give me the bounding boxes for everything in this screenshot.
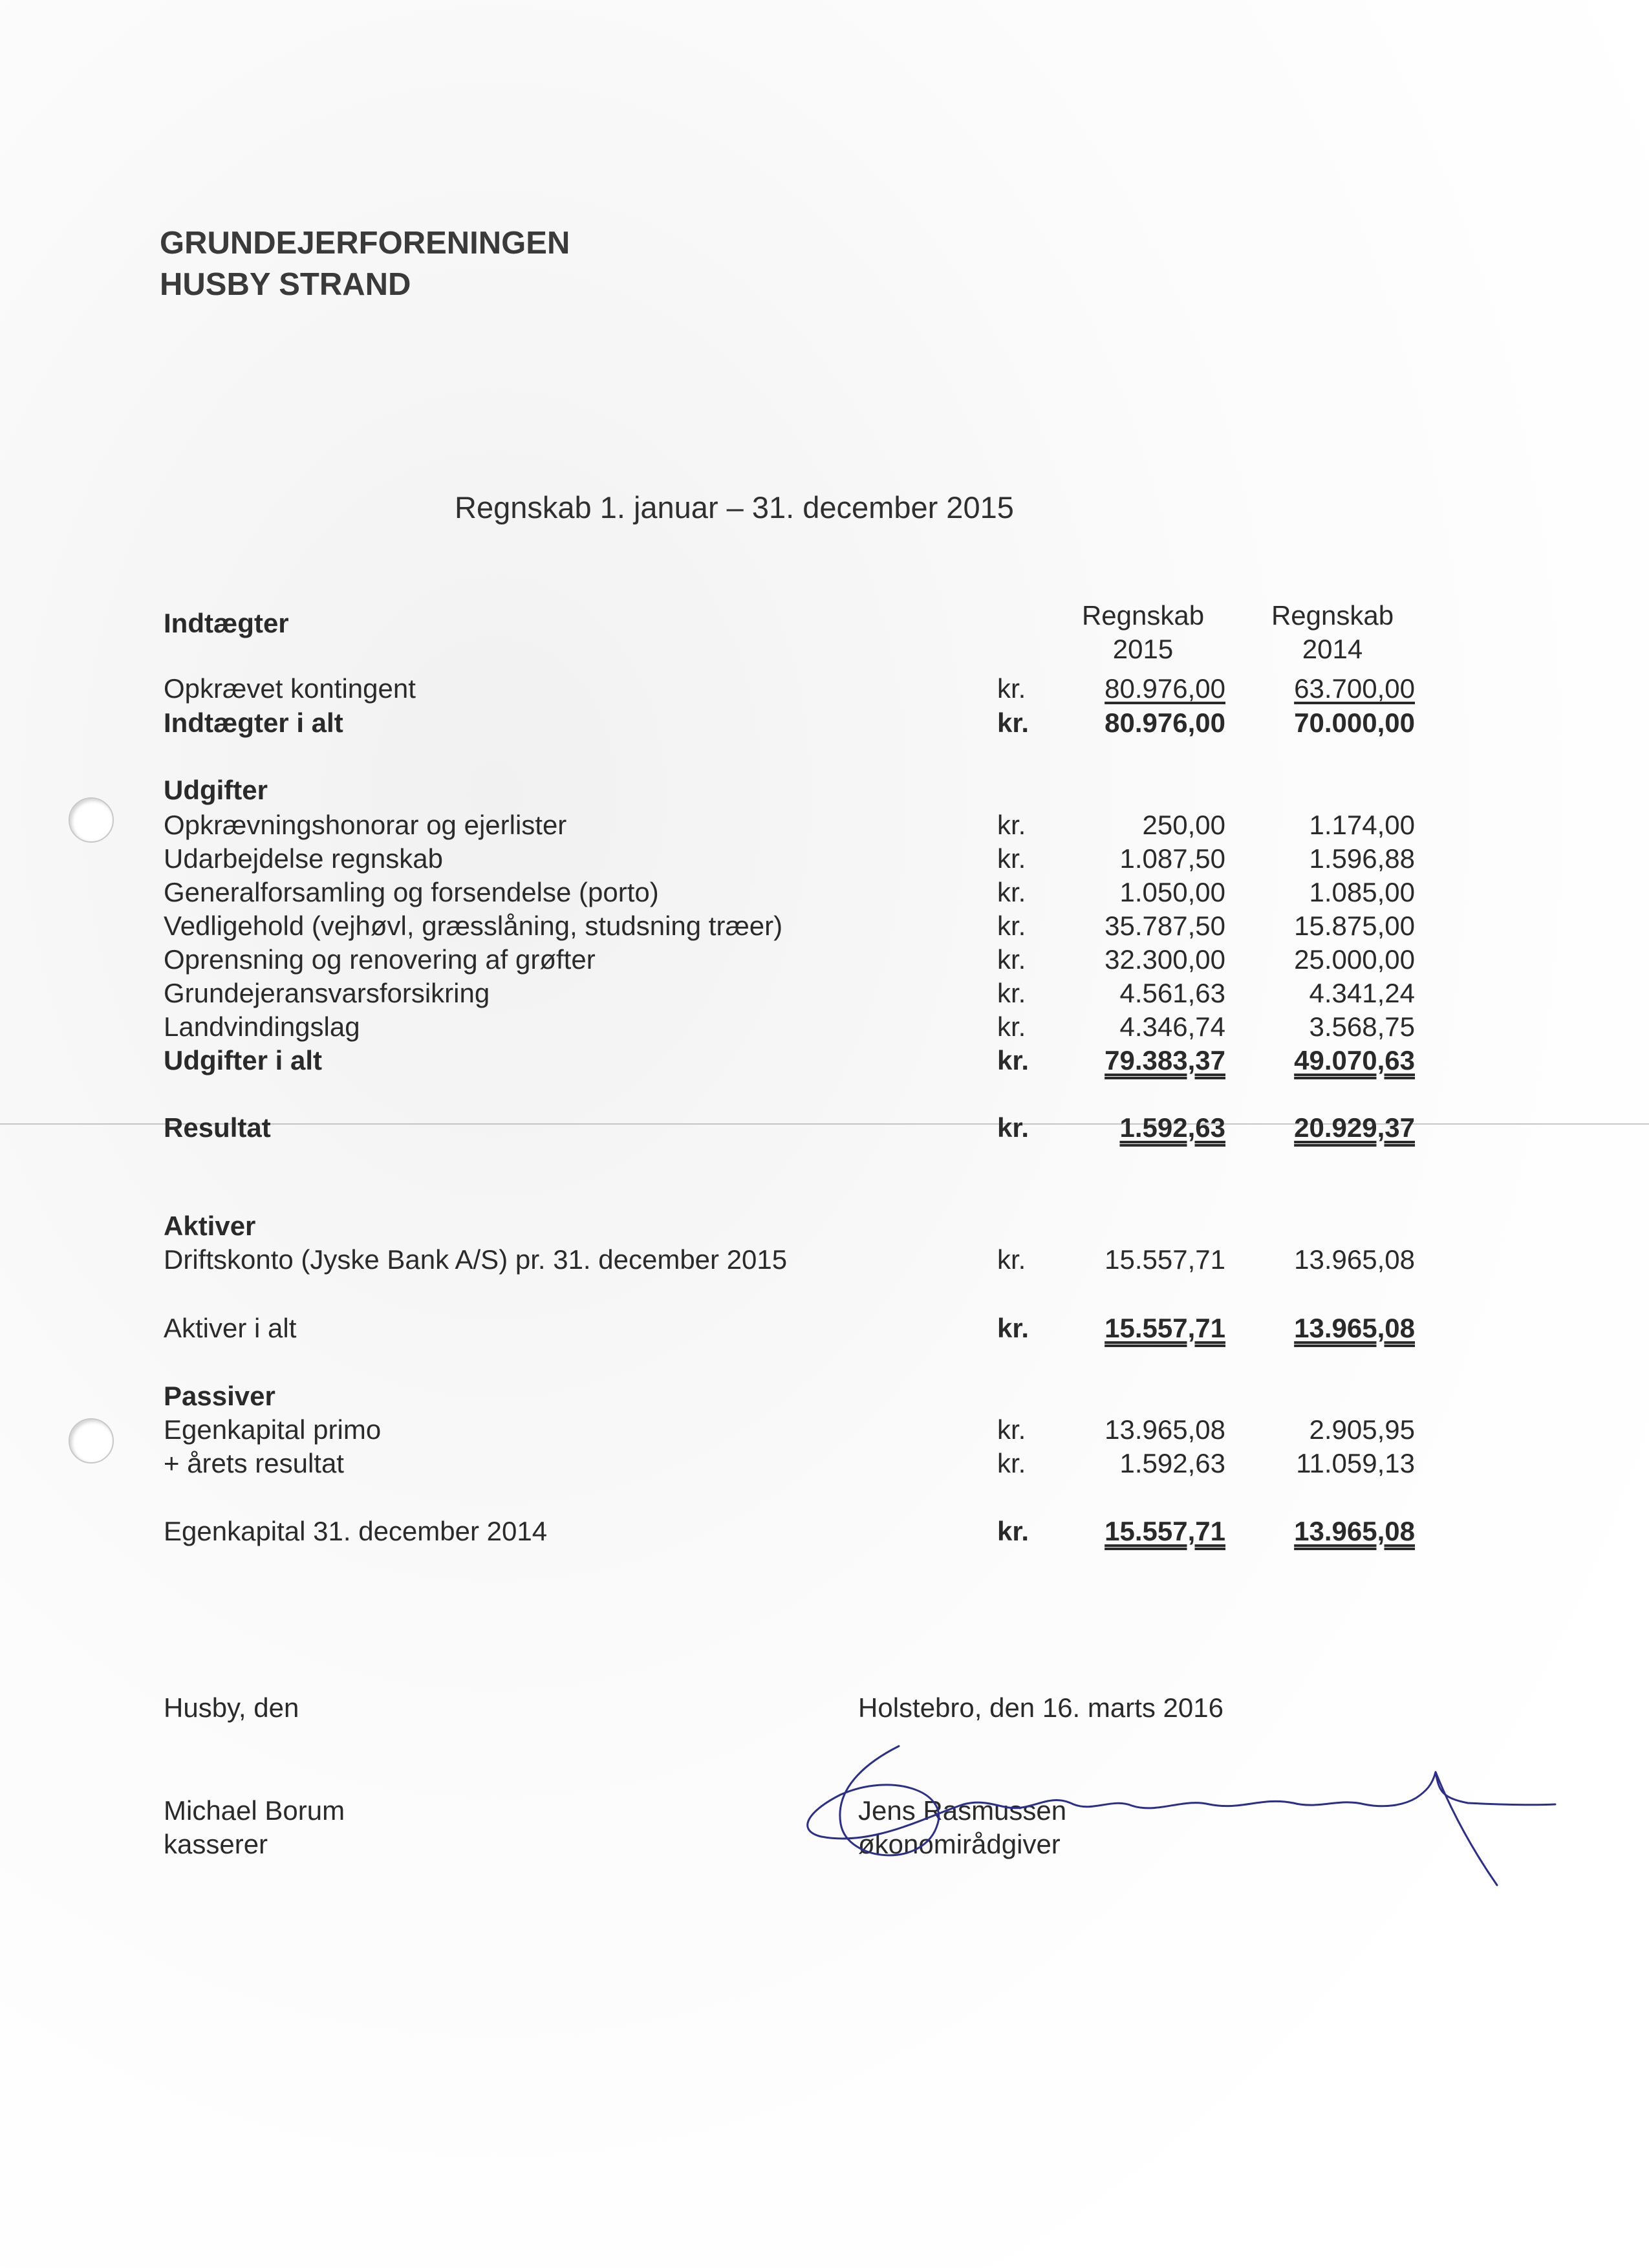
expense-row-2014: 1.174,00 [1309,810,1415,840]
organization-name [160,222,570,305]
right-signer-name: Jens Rasmussen [858,1795,1067,1826]
expense-row-2014: 15.875,00 [1294,911,1415,941]
column-header-2015 [1061,599,1225,666]
currency-label: kr. [997,843,1026,874]
organization-line1: GRUNDEJERFORENINGEN [160,226,570,261]
equity-total-label: Egenkapital 31. december 2014 [164,1516,548,1546]
column-header-2015-label: Regnskab [1081,600,1205,631]
right-place-date: Holstebro, den 16. marts 2016 [858,1692,1223,1723]
expense-row-label: Oprensning og renovering af grøfter [164,944,596,975]
liabilities-row-2015: 1.592,63 [1119,1448,1225,1478]
income-heading: Indtægter [164,608,289,638]
assets-total-2014: 13.965,08 [1294,1313,1415,1343]
currency-label: kr. [997,810,1026,840]
currency-label: kr. [997,944,1026,975]
currency-label: kr. [997,673,1026,704]
column-header-2015-year: 2015 [1112,634,1174,664]
currency-label: kr. [997,1011,1026,1042]
expenses-total-2014: 49.070,63 [1294,1045,1415,1075]
expense-row-2015: 32.300,00 [1105,944,1225,975]
expense-row-2015: 1.050,00 [1119,877,1225,907]
income-row-2014: 63.700,00 [1294,673,1415,704]
result-label: Resultat [164,1112,271,1143]
expense-row-2014: 4.341,24 [1309,978,1415,1008]
punch-hole-top [69,797,114,843]
handwritten-signature [795,1733,1571,1901]
currency-label: kr. [997,911,1026,941]
currency-label: kr. [997,1414,1026,1445]
liabilities-row-2014: 11.059,13 [1296,1448,1415,1478]
currency-label: kr. [997,978,1026,1008]
currency-label: kr. [997,877,1026,907]
income-row-label: Opkrævet kontingent [164,673,416,704]
equity-total-2015: 15.557,71 [1105,1516,1225,1546]
income-total-2014: 70.000,00 [1294,707,1415,738]
assets-row-label: Driftskonto (Jyske Bank A/S) pr. 31. december 2015 [164,1244,788,1275]
income-row-2015: 80.976,00 [1105,673,1225,704]
column-header-2014-year: 2014 [1302,634,1363,664]
expense-row-label: Vedligehold (vejhøvl, græsslåning, studsning træer) [164,911,783,941]
expense-row-label: Landvindingslag [164,1011,360,1042]
left-signer-role: kasserer [164,1829,268,1859]
expense-row-2014: 25.000,00 [1294,944,1415,975]
left-place-date: Husby, den [164,1692,299,1723]
currency-label: kr. [997,1244,1026,1275]
result-2014: 20.929,37 [1294,1112,1415,1143]
liabilities-row-label: + årets resultat [164,1448,344,1478]
assets-total-label: Aktiver i alt [164,1313,297,1343]
column-header-2014 [1250,599,1415,666]
currency-label: kr. [997,1112,1029,1143]
assets-row-2014: 13.965,08 [1294,1244,1415,1275]
expenses-heading: Udgifter [164,775,268,805]
left-signer-name: Michael Borum [164,1795,345,1826]
right-signer-role: økonomirådgiver [858,1829,1061,1859]
expense-row-label: Grundejeransvarsforsikring [164,978,490,1008]
assets-heading: Aktiver [164,1211,256,1241]
column-header-2014-label: Regnskab [1271,600,1394,631]
currency-label: kr. [997,1313,1029,1343]
expense-row-2014: 1.596,88 [1309,843,1415,874]
expenses-total-2015: 79.383,37 [1105,1045,1225,1075]
result-2015: 1.592,63 [1119,1112,1225,1143]
liabilities-row-label: Egenkapital primo [164,1414,382,1445]
liabilities-heading: Passiver [164,1381,275,1411]
expenses-total-label: Udgifter i alt [164,1045,323,1075]
liabilities-row-2015: 13.965,08 [1105,1414,1225,1445]
expense-row-2015: 4.346,74 [1119,1011,1225,1042]
expense-row-2015: 1.087,50 [1119,843,1225,874]
currency-label: kr. [997,1516,1029,1546]
currency-label: kr. [997,1045,1029,1075]
expense-row-2014: 3.568,75 [1309,1011,1415,1042]
income-total-2015: 80.976,00 [1105,707,1225,738]
expense-row-2015: 250,00 [1142,810,1225,840]
expense-row-label: Udarbejdelse regnskab [164,843,443,874]
punch-hole-bottom [69,1418,114,1463]
liabilities-row-2014: 2.905,95 [1309,1414,1415,1445]
equity-total-2014: 13.965,08 [1294,1516,1415,1546]
expense-row-label: Opkrævningshonorar og ejerlister [164,810,567,840]
expense-row-2015: 4.561,63 [1119,978,1225,1008]
organization-line2: HUSBY STRAND [160,267,411,302]
assets-total-2015: 15.557,71 [1105,1313,1225,1343]
assets-row-2015: 15.557,71 [1105,1244,1225,1275]
currency-label: kr. [997,707,1029,738]
expense-row-2014: 1.085,00 [1309,877,1415,907]
expense-row-2015: 35.787,50 [1105,911,1225,941]
document-title: Regnskab 1. januar – 31. december 2015 [455,490,1014,524]
income-total-label: Indtægter i alt [164,707,343,738]
currency-label: kr. [997,1448,1026,1478]
expense-row-label: Generalforsamling og forsendelse (porto) [164,877,659,907]
